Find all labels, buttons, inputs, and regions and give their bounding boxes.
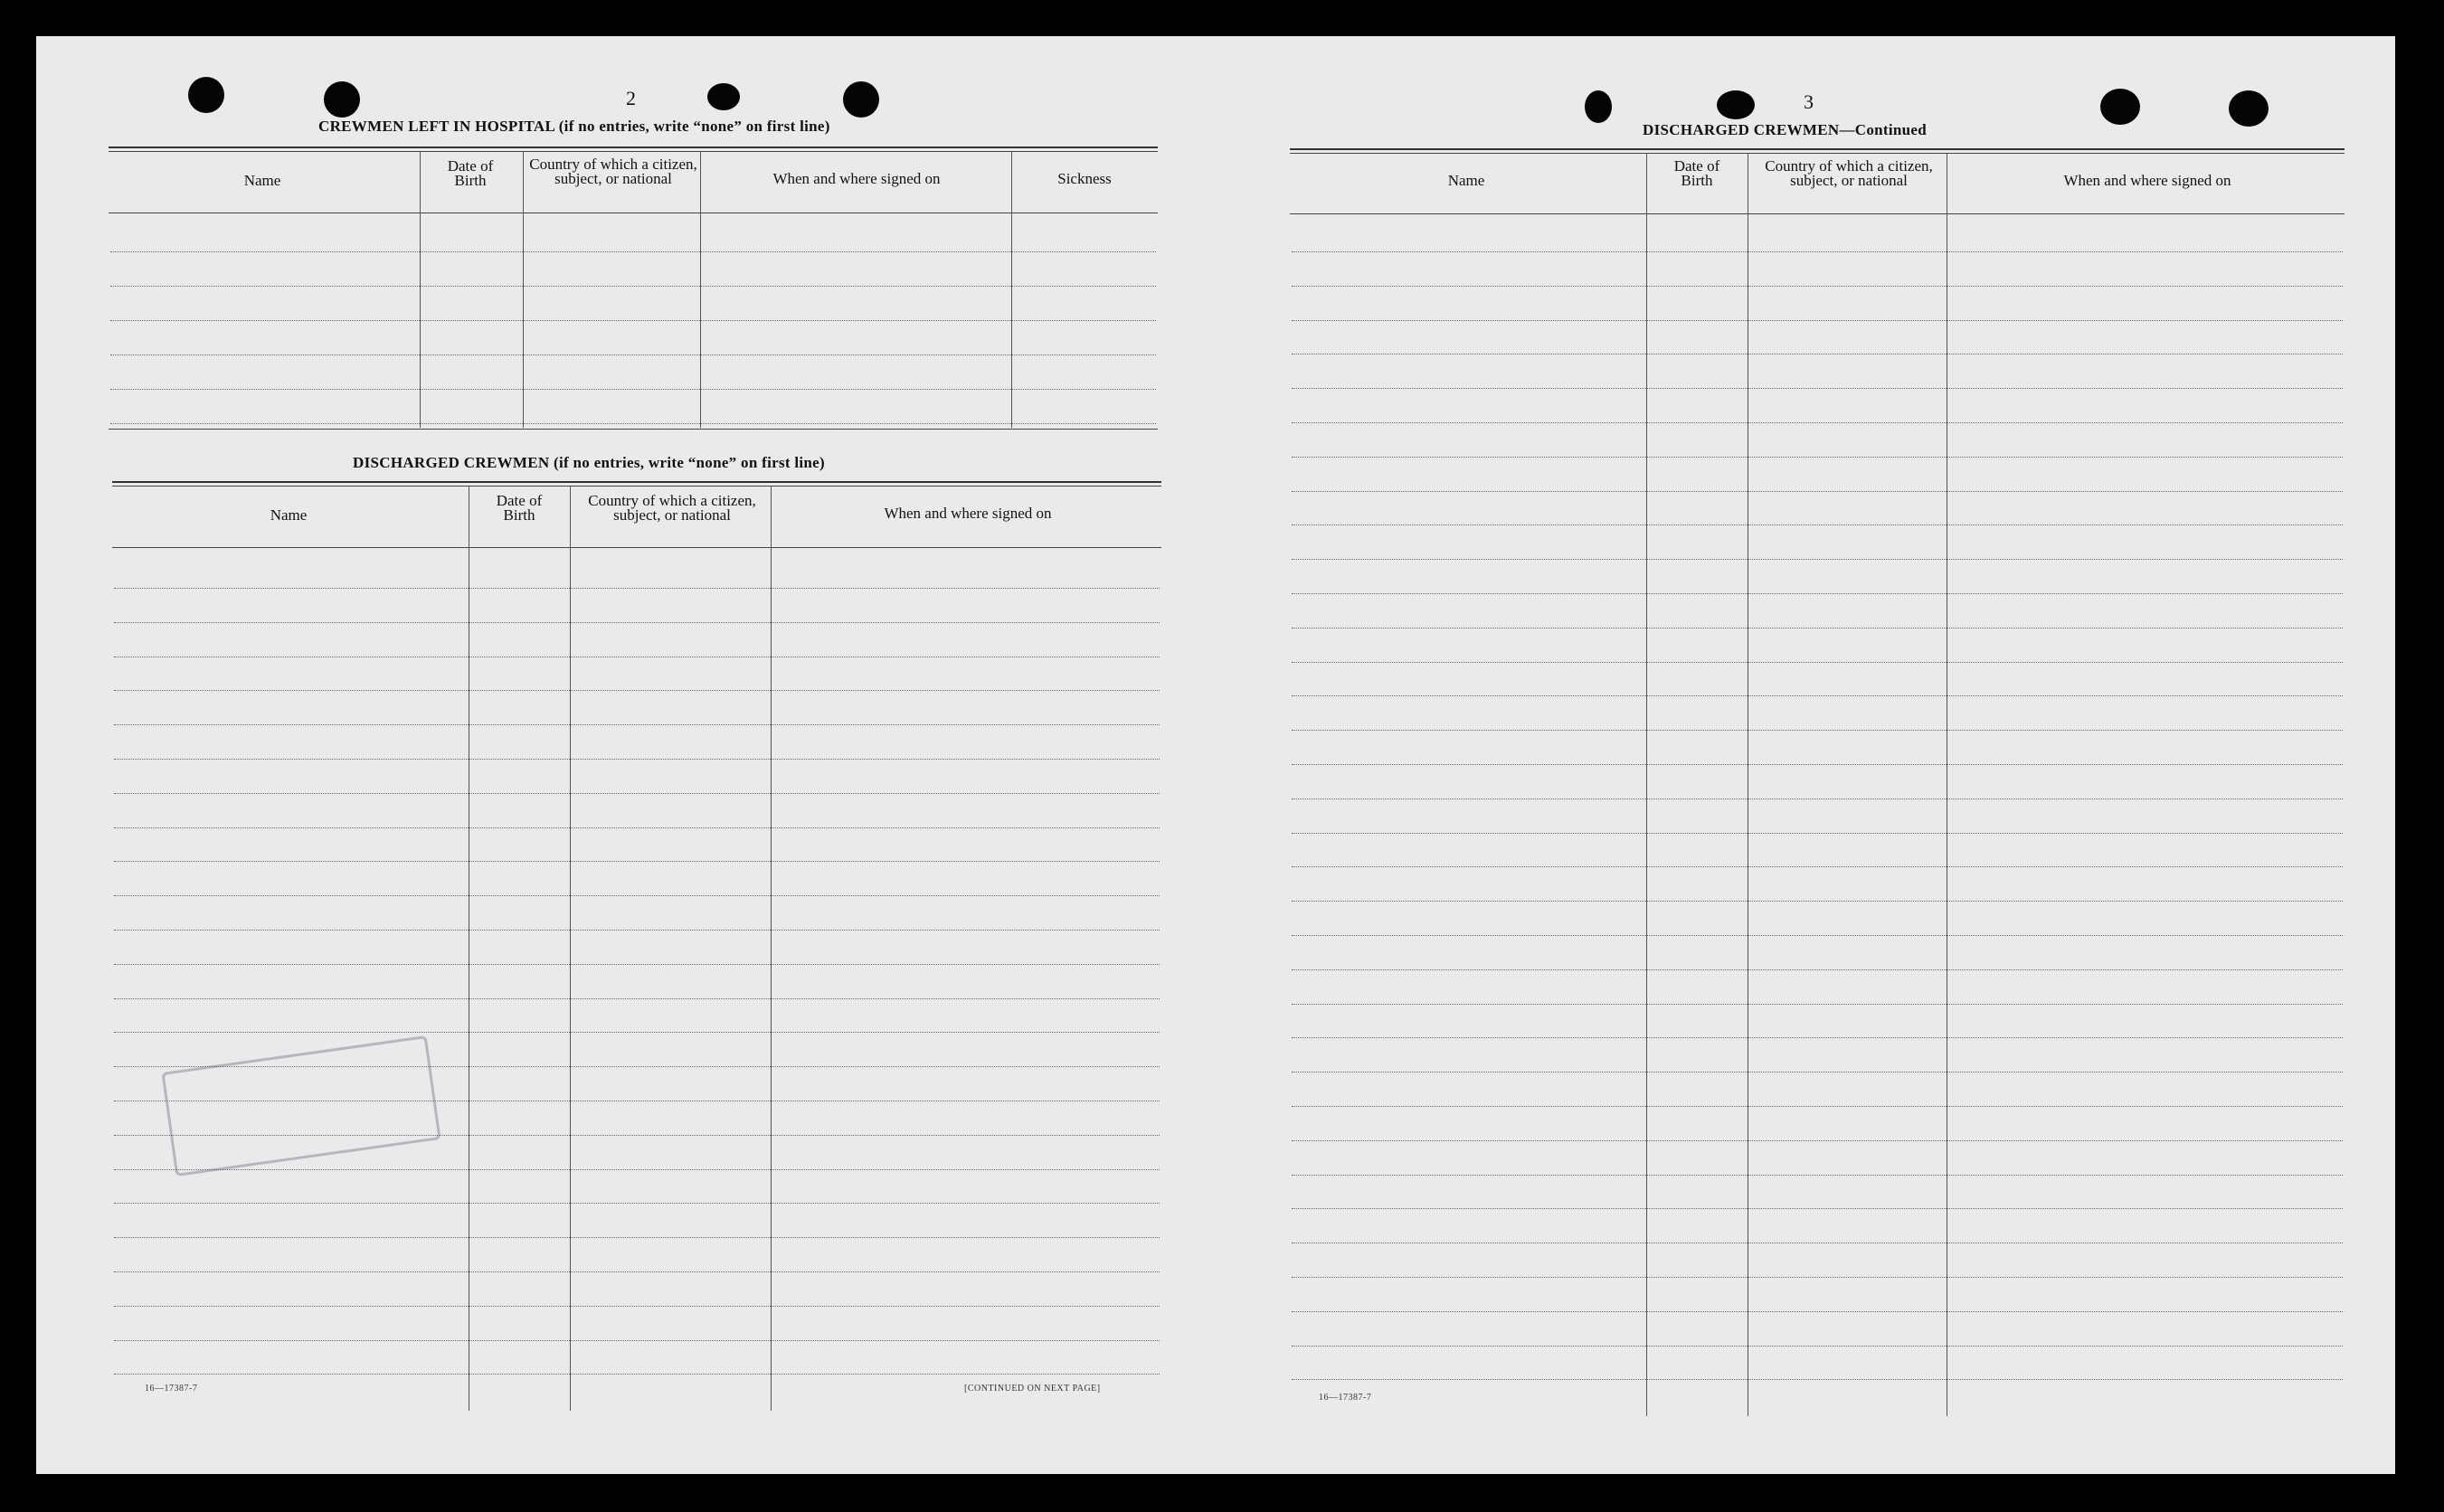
entry-line [1292,833,2343,834]
column-header-country: Country of which a citizen, subject, or national [529,156,697,187]
column-header-date-of-birth: Date of Birth [496,492,543,524]
entry-line [1292,1277,2343,1278]
punch-hole [2229,90,2269,127]
table-bottom-rule [109,429,1158,430]
entry-line [1292,251,2343,252]
entry-line [110,389,1156,390]
entry-line [110,286,1156,287]
entry-line [114,930,1160,931]
table-top-rule [112,486,1161,487]
entry-line [114,895,1160,896]
entry-line [114,724,1160,725]
entry-line [1292,901,2343,902]
column-header-signed-on: When and where signed on [884,505,1052,522]
entry-line [114,1169,1160,1170]
entry-line [114,1032,1160,1033]
entry-line [114,1306,1160,1307]
table-top-rule [1290,153,2345,154]
entry-line [110,354,1156,355]
column-header-name: Name [1447,172,1485,189]
column-header-signed-on: When and where signed on [772,170,941,187]
column-divider [700,152,701,428]
column-header-name: Name [243,172,281,189]
entry-line [114,793,1160,794]
entry-line [114,622,1160,623]
entry-line [1292,1004,2343,1005]
column-header-sickness: Sickness [1057,170,1112,187]
column-header-date-of-birth: Date of Birth [447,157,494,189]
table-top-rule [109,151,1158,152]
hospital-instruction: (if no entries, write “none” on first line) [558,118,830,135]
entry-line [114,1203,1160,1204]
punch-hole [1585,90,1612,123]
entry-line [110,423,1156,424]
entry-line [114,1237,1160,1238]
column-divider [1646,154,1647,1416]
entry-line [114,588,1160,589]
continued-note: [CONTINUED ON NEXT PAGE] [964,1384,1101,1394]
entry-line [1292,1106,2343,1107]
header-bottom-rule [1290,213,2345,214]
hospital-title: CREWMEN LEFT IN HOSPITAL [318,118,555,135]
punch-hole [707,83,740,110]
entry-line [1292,662,2343,663]
entry-line [114,690,1160,691]
faded-stamp [161,1035,440,1177]
entry-line [114,1271,1160,1272]
entry-line [110,251,1156,252]
entry-line [1292,1379,2343,1380]
section-title-discharged-continued: DISCHARGED CREWMEN—Continued [1643,121,1927,138]
entry-line [1292,457,2343,458]
section-title-hospital [318,118,830,136]
punch-hole [843,81,879,118]
discharged-instruction: (if no entries, write “none” on first line) [554,454,825,471]
form-number: 16—17387-7 [145,1384,198,1394]
entry-line [1292,969,2343,970]
form-number: 16—17387-7 [1319,1393,1372,1403]
entry-line [1292,286,2343,287]
entry-line [1292,1072,2343,1073]
column-header-signed-on: When and where signed on [2063,172,2231,189]
table-top-rule [109,146,1158,148]
table-top-rule [1290,148,2345,150]
entry-line [1292,422,2343,423]
column-divider [420,152,421,428]
entry-line [114,1374,1160,1375]
entry-line [114,998,1160,999]
page-number: 2 [626,87,636,109]
entry-line [1292,1140,2343,1141]
entry-line [1292,559,2343,560]
column-header-name: Name [270,506,308,524]
column-divider [523,152,524,428]
entry-line [114,1340,1160,1341]
entry-line [114,964,1160,965]
entry-line [1292,491,2343,492]
column-header-country: Country of which a citizen, subject, or national [1765,157,1933,189]
entry-line [1292,1311,2343,1312]
entry-line [1292,866,2343,867]
entry-line [1292,524,2343,525]
entry-line [1292,764,2343,765]
entry-line [1292,695,2343,696]
entry-line [1292,1037,2343,1038]
page-number: 3 [1804,90,1814,113]
punch-hole [324,81,360,118]
column-divider [1011,152,1012,428]
entry-line [114,827,1160,828]
entry-line [1292,593,2343,594]
entry-line [1292,730,2343,731]
punch-hole [188,77,224,113]
entry-line [1292,320,2343,321]
header-bottom-rule [112,547,1161,548]
discharged-title: DISCHARGED CREWMEN [353,454,550,471]
entry-line [1292,388,2343,389]
column-header-country: Country of which a citizen, subject, or national [588,492,756,524]
table-top-rule [112,481,1161,483]
column-header-date-of-birth: Date of Birth [1673,157,1720,189]
punch-hole [2100,89,2140,125]
section-title-discharged [353,454,825,472]
entry-line [110,320,1156,321]
entry-line [114,861,1160,862]
entry-line [1292,1208,2343,1209]
entry-line [114,759,1160,760]
entry-line [1292,935,2343,936]
punch-hole [1717,90,1755,119]
document-sheet [36,36,2395,1474]
entry-line [1292,1175,2343,1176]
entry-line [1292,1346,2343,1347]
